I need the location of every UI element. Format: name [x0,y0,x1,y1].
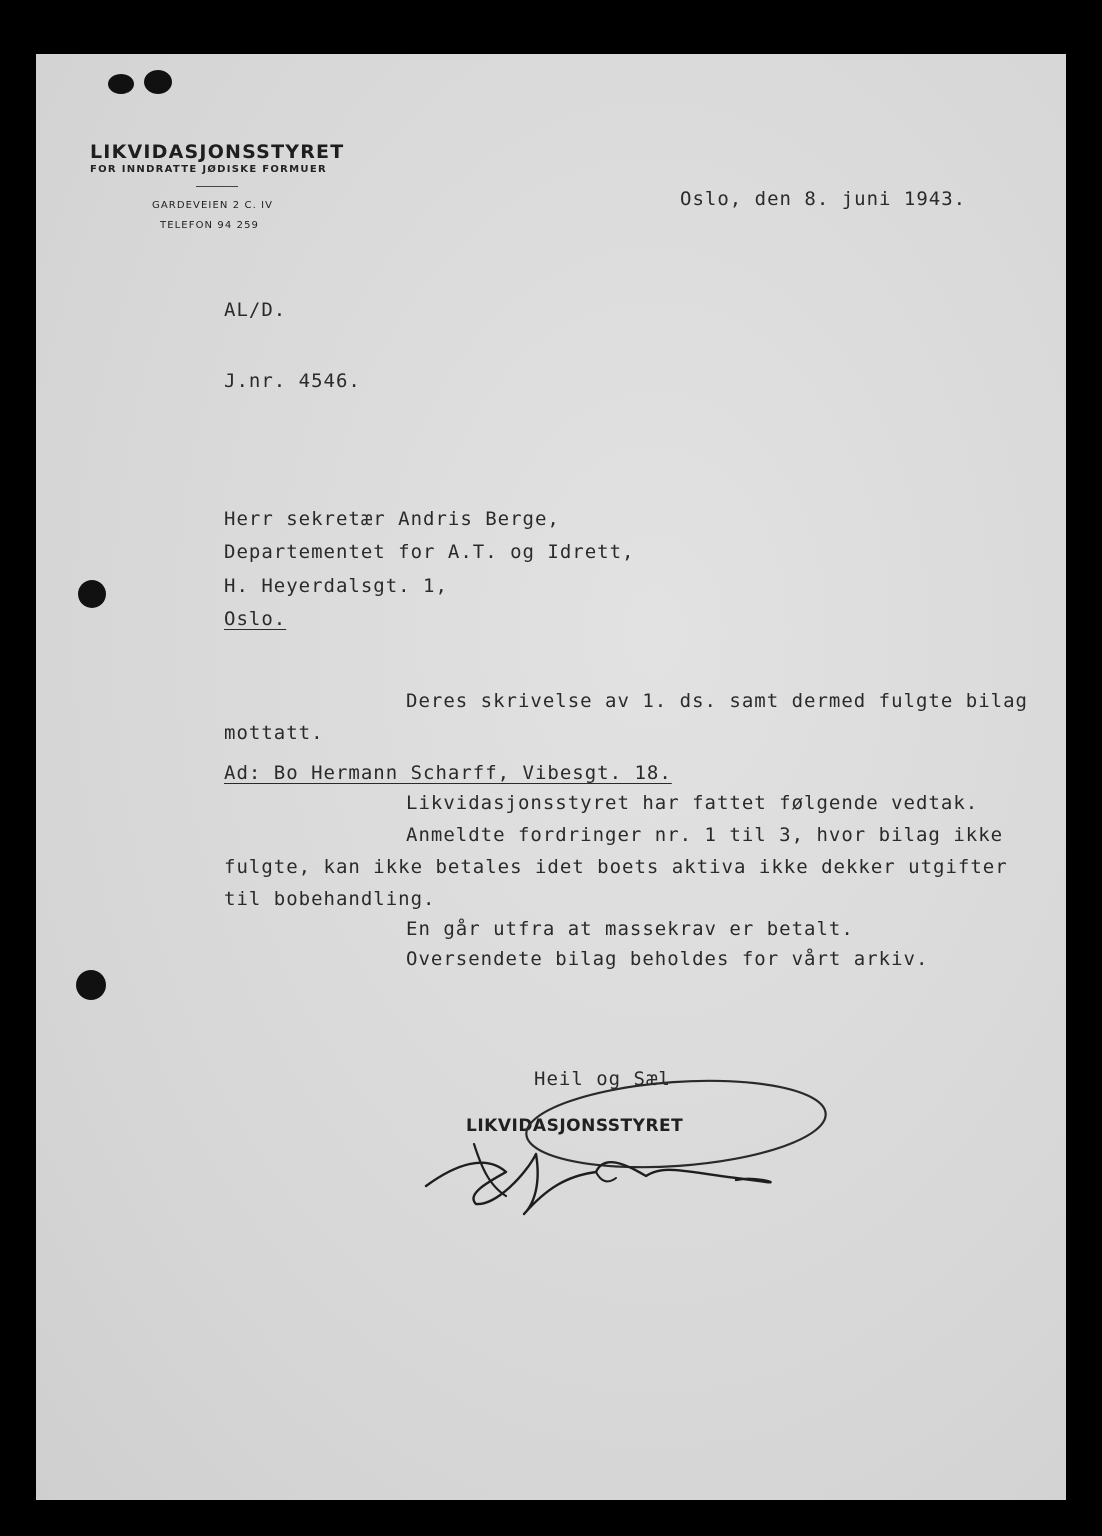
recipient-city: Oslo. [224,608,287,630]
letter-page [36,54,1066,1500]
subject-line: Ad: Bo Hermann Scharff, Vibesgt. 18. [224,762,672,784]
letterhead-telephone: TELEFON 94 259 [160,220,259,231]
organization-stamp: LIKVIDASJONSSTYRET [466,1116,684,1136]
punch-hole-lower [76,970,106,1000]
body-paragraph-5: Oversendete bilag beholdes for vårt arkiv. [406,948,929,970]
recipient-name: Herr sekretær Andris Berge, [224,508,560,530]
body-paragraph-1-line-2: mottatt. [224,722,324,744]
letterhead-subtitle: FOR INNDRATTE JØDISKE FORMUER [90,164,327,175]
reference-code: AL/D. [224,299,287,321]
letterhead-organization: LIKVIDASJONSSTYRET [90,141,345,163]
body-paragraph-3-line-3: til bobehandling. [224,888,436,910]
punch-hole-upper [78,580,106,608]
body-paragraph-2: Likvidasjonsstyret har fattet følgende vedtak. [406,792,979,814]
body-paragraph-1-line-1: Deres skrivelse av 1. ds. samt dermed fulgte bilag [406,690,1028,712]
recipient-department: Departementet for A.T. og Idrett, [224,541,635,563]
body-paragraph-3-line-2: fulgte, kan ikke betales idet boets aktiva ikke dekker utgifter [224,856,1008,878]
journal-number: J.nr. 4546. [224,370,361,392]
signature-and-flourish [36,54,1066,1500]
date-line: Oslo, den 8. juni 1943. [680,188,967,210]
recipient-street: H. Heyerdalsgt. 1, [224,575,448,597]
closing-salutation: Heil og Sæl [534,1068,671,1090]
body-paragraph-4: En går utfra at massekrav er betalt. [406,918,854,940]
body-paragraph-3-line-1: Anmeldte fordringer nr. 1 til 3, hvor bilag ikke [406,824,1004,846]
letterhead-address: GARDEVEIEN 2 C. IV [152,200,274,211]
